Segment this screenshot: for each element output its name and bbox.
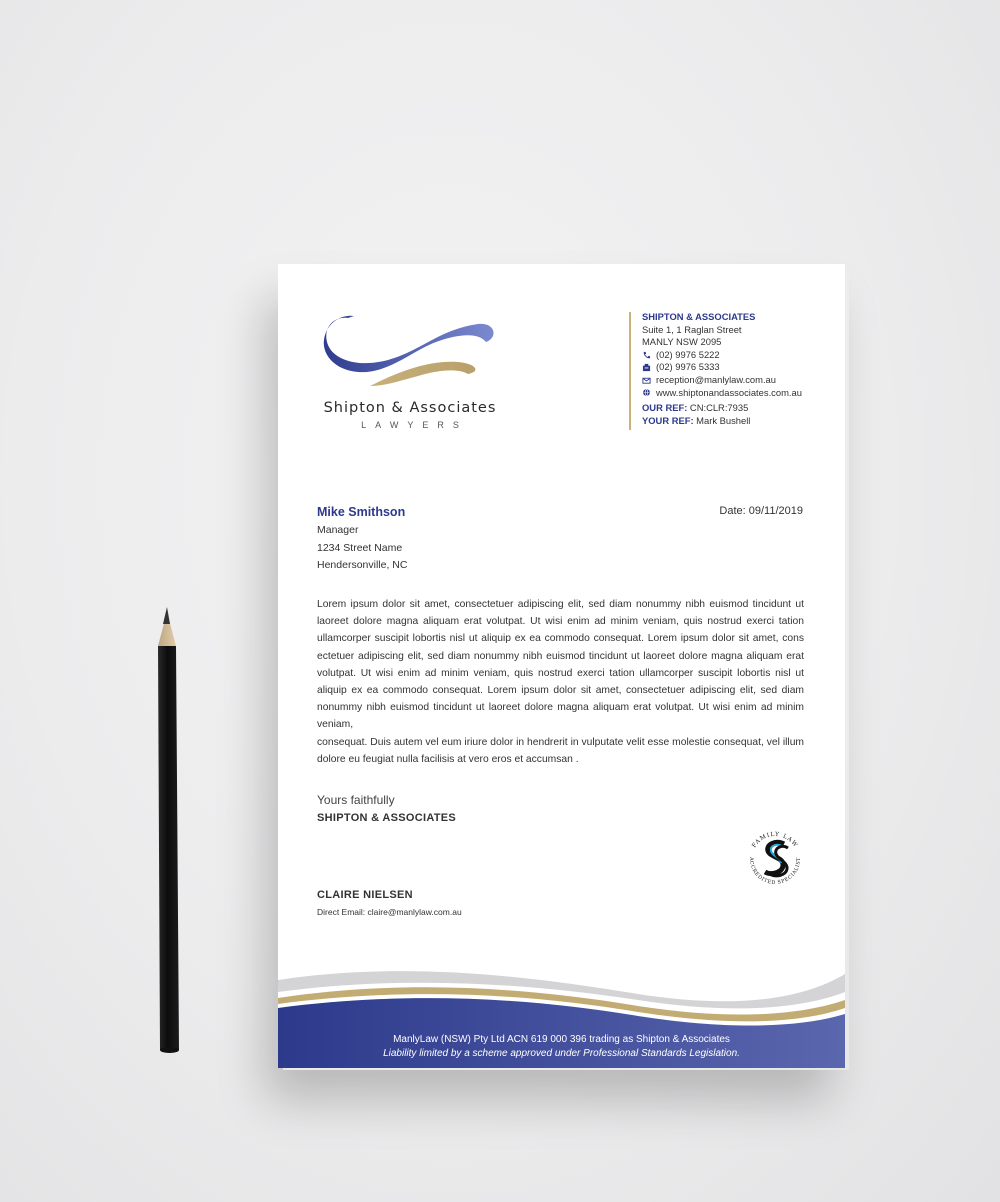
recipient-street: 1234 Street Name [317,541,403,554]
email-row [642,374,802,387]
website-text: www.shiptonandassociates.com.au [656,386,802,398]
globe-icon [642,388,651,397]
recipient-city: Hendersonville, NC [317,558,408,571]
contact-block [642,311,802,427]
email-text: reception@manlylaw.com.au [656,373,776,385]
phone-row [642,349,802,362]
logo-swoosh-icon [318,310,508,395]
fax-text: (02) 9976 5333 [656,361,720,373]
your-ref-row [642,415,802,428]
your-ref-label: YOUR REF: [642,414,694,426]
address-line1: Suite 1, 1 Raglan Street [642,323,742,335]
letter-date: Date: 09/11/2019 [719,505,803,517]
contact-divider [629,312,631,430]
phone-icon [642,351,651,360]
seal-bottom-text: ACCREDITED SPECIALIST [747,857,803,887]
footer-line-2: Liability limited by a scheme approved under Professional Standards Legislation. [383,1048,740,1059]
recipient-title: Manager [317,524,359,537]
our-ref-label: OUR REF: [642,402,688,414]
body-paragraph-2: consequat. Duis autem vel eum iriure dolor in hendrerit in vulputate velit esse molestie consequat, vel illum dolore eu feugiat nulla facilisis at vero eros et accumsan . [317,737,804,766]
signoff-firm: SHIPTON & ASSOCIATES [317,812,457,824]
signer-email: Direct Email: claire@manlylaw.com.au [317,907,462,917]
fax-row [642,361,802,374]
logo-name: Shipton & Associates [323,400,497,416]
contact-firm: SHIPTON & ASSOCIATES [642,311,756,322]
footer-line-1: ManlyLaw (NSW) Pty Ltd ACN 619 000 396 trading as Shipton & Associates [393,1034,730,1045]
fax-icon [642,363,651,372]
website-row [642,387,802,400]
phone-text: (02) 9976 5222 [656,348,720,360]
address-line2: MANLY NSW 2095 [642,336,722,348]
recipient-block [317,504,407,574]
accreditation-seal-icon [740,824,810,894]
logo-subtitle: LAWYERS [361,420,468,430]
mail-icon [642,376,651,385]
our-ref-value: CN:CLR:7935 [689,402,749,414]
closing: Yours faithfully [317,793,395,807]
body-paragraph-1: Lorem ipsum dolor sit amet, consectetuer adipiscing elit, sed diam nonummy nibh euismod tincidunt ut laoreet dolore magna aliquam erat volutpat. Ut wisi enim ad minim veniam, quis nostrud exerci tation ullamcorper suscipit lobortis nisl ut aliquip ex ea commodo consequat. Lorem ipsum dolor sit amet, cons ectetuer adipiscing elit, sed diam nonummy nibh euismod tincidunt ut laoreet dolore magna aliquam erat volutpat. Ut wisi enim ad minim veniam, quis nostrud exerci tation ullamcorper suscipit lobortis nisl ut aliquip ex ea commodo consequat. Lorem ipsum dolor sit amet, consectetuer adipiscing elit, sed diam nonummy nibh euismod tincidunt ut laoreet dolore magna aliquam erat volutpat. Ut wisi enim ad minim veniam, [317,599,804,731]
letterhead-page [278,264,845,1068]
recipient-name: Mike Smithson [317,505,406,519]
your-ref-value: Mark Bushell [696,414,751,426]
our-ref-row [642,402,802,415]
signer-name: CLAIRE NIELSEN [317,889,413,901]
seal-top-text: FAMILY LAW [751,831,799,850]
